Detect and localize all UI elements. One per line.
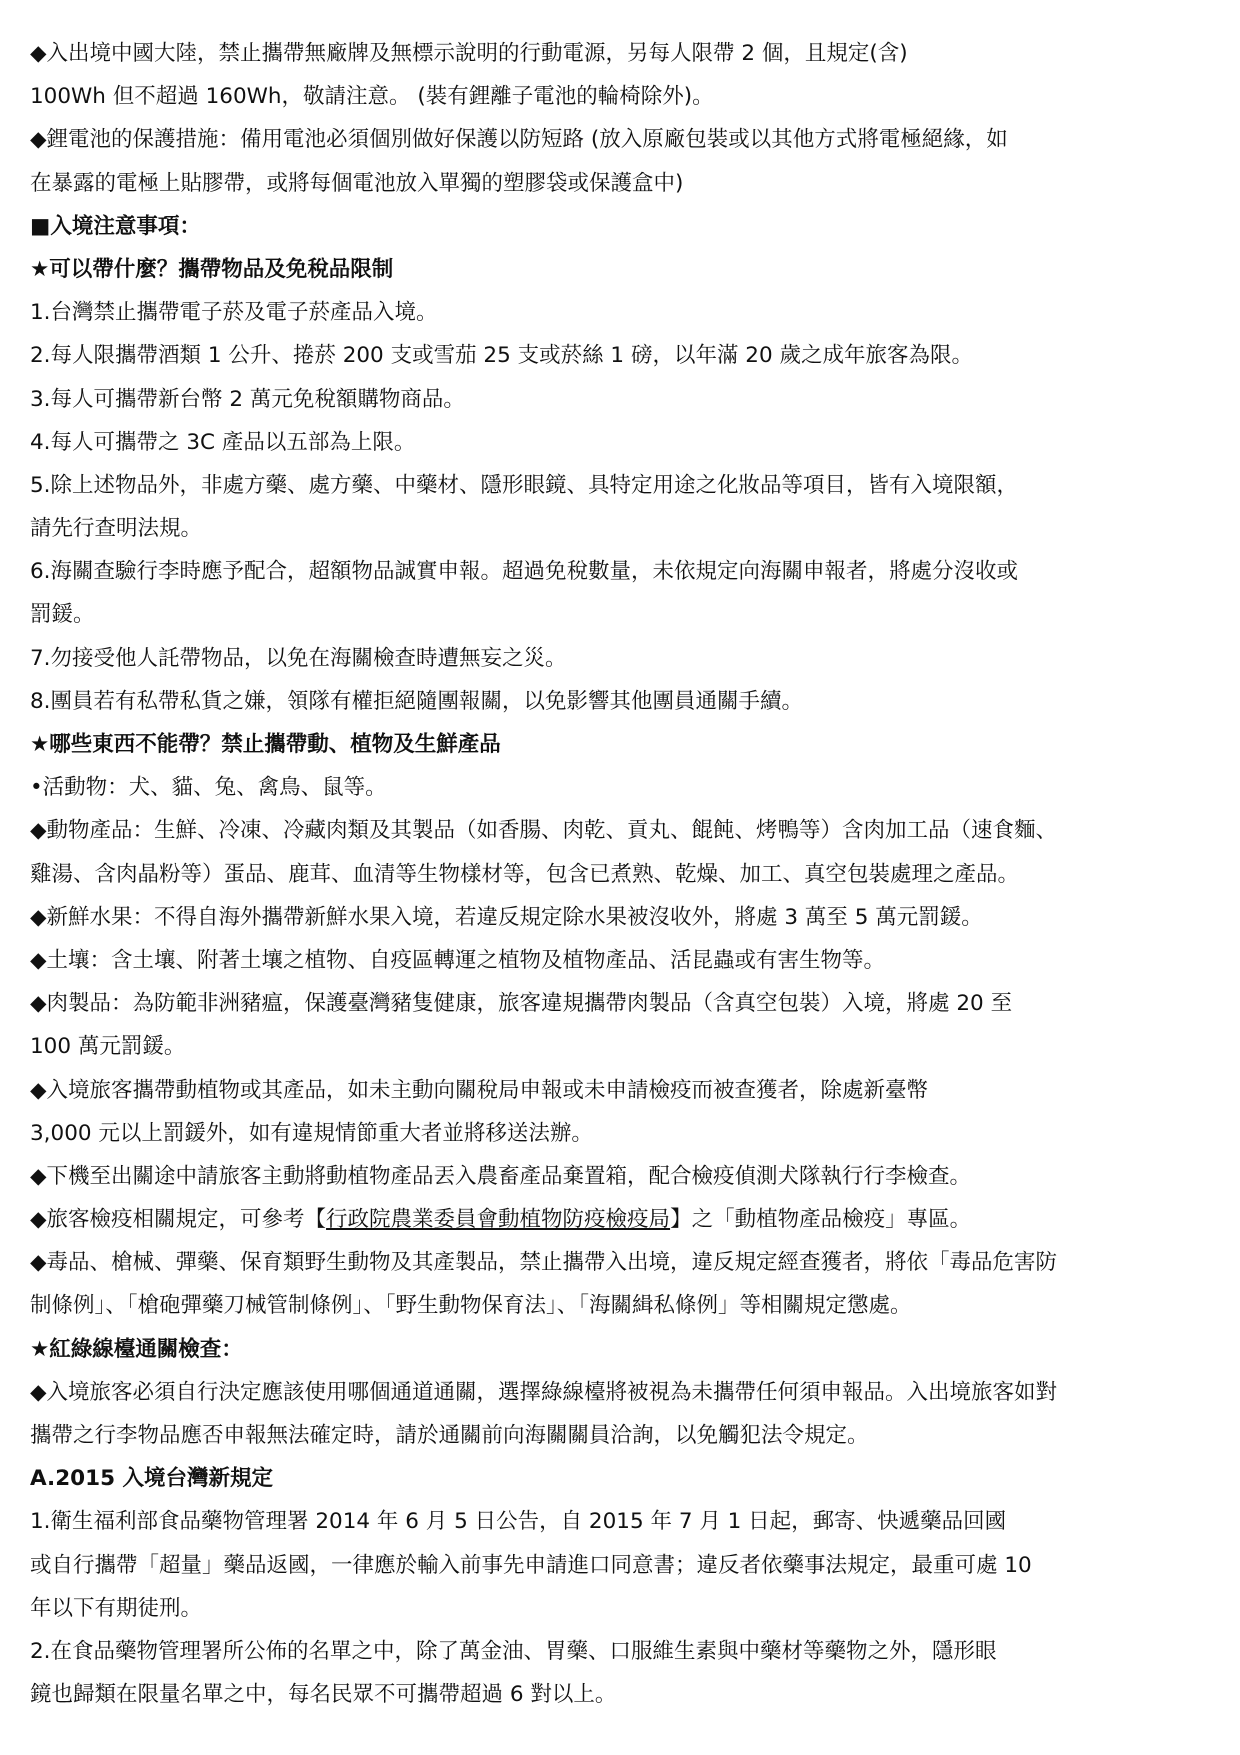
text-line: ◆入出境中國大陸，禁止攜帶無廠牌及無標示說明的行動電源，另每人限帶 2 個，且規定(含)	[30, 41, 908, 66]
text-line: ◆新鮮水果：不得自海外攜帶新鮮水果入境，若違反規定除水果被沒收外，將處 3 萬至 5 萬元罰鍰。	[30, 904, 983, 930]
text-line: 在暴露的電極上貼膠帶，或將每個電池放入單獨的塑膠袋或保護盒中)	[30, 170, 684, 196]
text-line: 7.勿接受他人託帶物品，以免在海關檢查時遭無妄之災。	[30, 645, 567, 671]
section-heading: ★哪些東西不能帶？禁止攜帶動、植物及生鮮產品	[30, 732, 501, 757]
section-heading: ■入境注意事項：	[30, 213, 201, 239]
text-line: 5.除上述物品外，非處方藥、處方藥、中藥材、隱形眼鏡、具特定用途之化妝品等項目，皆有入境限額，	[30, 472, 1019, 498]
text-line: 罰鍰。	[30, 602, 95, 628]
text-line: 100Wh 但不超過 160Wh，敬請注意。 (裝有鋰離子電池的輪椅除外)。	[30, 84, 714, 110]
text-line: ◆入境旅客攜帶動植物或其產品，如未主動向關稅局申報或未申請檢疫而被查獲者，除處新臺幣	[30, 1077, 929, 1103]
text-line: •活動物：犬、貓、兔、禽鳥、鼠等。	[30, 775, 387, 801]
text-line: ◆入境旅客必須自行決定應該使用哪個通道通關，選擇綠線檯將被視為未攜帶任何須申報品。入出境旅客如對	[30, 1379, 1058, 1405]
text-line: 1.衛生福利部食品藥物管理署 2014 年 6 月 5 日公告，自 2015 年 7 月 1 日起，郵寄、快遞藥品回國	[30, 1509, 1007, 1535]
text-line: 雞湯、含肉晶粉等）蛋品、鹿茸、血清等生物樣材等，包含已煮熟、乾燥、加工、真空包裝處理之產品。	[30, 861, 1020, 887]
text-line: 100 萬元罰鍰。	[30, 1034, 186, 1060]
document-body	[30, 32, 1220, 1716]
text-line: 3.每人可攜帶新台幣 2 萬元免稅額購物商品。	[30, 386, 465, 412]
text-segment: 】之「動植物產品檢疫」專區。	[670, 1207, 972, 1233]
text-line: 6.海關查驗行李時應予配合，超額物品誠實申報。超過免稅數量，未依規定向海關申報者，將處分沒收或	[30, 559, 1019, 585]
text-line: ◆下機至出關途中請旅客主動將動植物產品丟入農畜產品棄置箱，配合檢疫偵測犬隊執行行李檢查。	[30, 1163, 972, 1189]
text-line	[30, 1198, 1220, 1241]
text-line: ◆鋰電池的保護措施：備用電池必須個別做好保護以防短路 (放入原廠包裝或以其他方式將電極絕緣，如	[30, 127, 1008, 153]
text-line: 請先行查明法規。	[30, 516, 203, 542]
text-line: ◆土壤：含土壤、附著土壤之植物、自疫區轉運之植物及植物產品、活昆蟲或有害生物等。	[30, 947, 886, 973]
text-segment: ◆旅客檢疫相關規定，可參考【	[30, 1207, 327, 1233]
text-line: 鏡也歸類在限量名單之中，每名民眾不可攜帶超過 6 對以上。	[30, 1682, 617, 1708]
text-line: 年以下有期徒刑。	[30, 1595, 203, 1621]
text-line: 8.團員若有私帶私貨之嫌，領隊有權拒絕隨團報關，以免影響其他團員通關手續。	[30, 688, 804, 714]
text-line: 3,000 元以上罰鍰外，如有違規情節重大者並將移送法辦。	[30, 1120, 593, 1146]
section-heading: ★紅綠線檯通關檢查：	[30, 1336, 243, 1362]
quarantine-bureau-link[interactable]: 行政院農業委員會動植物防疫檢疫局	[326, 1207, 671, 1233]
text-line: ◆動物產品：生鮮、冷凍、冷藏肉類及其製品（如香腸、肉乾、貢丸、餛飩、烤鴨等）含肉加工品（速食麵、	[30, 818, 1058, 844]
text-line: 1.台灣禁止攜帶電子菸及電子菸產品入境。	[30, 300, 438, 326]
text-line: 或自行攜帶「超量」藥品返國，一律應於輸入前事先申請進口同意書；違反者依藥事法規定，最重可處 10	[30, 1552, 1032, 1578]
section-heading: A.2015 入境台灣新規定	[30, 1466, 274, 1492]
section-heading: ★可以帶什麼？攜帶物品及免稅品限制	[30, 256, 394, 282]
text-line: 2.每人限攜帶酒類 1 公升、捲菸 200 支或雪茄 25 支或菸絲 1 磅，以年滿 20 歲之成年旅客為限。	[30, 343, 973, 369]
text-line: ◆毒品、槍械、彈藥、保育類野生動物及其產製品，禁止攜帶入出境，違反規定經查獲者，將依「毒品危害防	[30, 1250, 1058, 1276]
text-line: ◆肉製品：為防範非洲豬瘟，保護臺灣豬隻健康，旅客違規攜帶肉製品（含真空包裝）入境，將處 20 至	[30, 991, 1013, 1017]
text-line: 4.每人可攜帶之 3C 產品以五部為上限。	[30, 429, 416, 455]
text-line: 2.在食品藥物管理署所公佈的名單之中，除了萬金油、胃藥、口服維生素與中藥材等藥物之外，隱形眼	[30, 1638, 997, 1664]
text-line: 攜帶之行李物品應否申報無法確定時，請於通關前向海關關員洽詢，以免觸犯法令規定。	[30, 1423, 869, 1448]
text-line: 制條例」、「槍砲彈藥刀械管制條例」、「野生動物保育法」、「海關緝私條例」等相關規定懲處。	[30, 1293, 912, 1319]
